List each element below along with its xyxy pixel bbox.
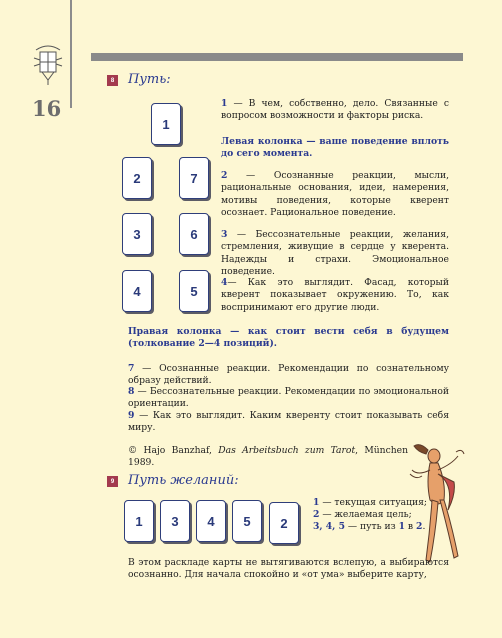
- paragraph-4: 4— Как это выглядит. Фасад, который кверент показывает окружению. То, как воспринимают его другие люди.: [221, 277, 449, 313]
- legend-line-1: 1 — текущая ситуация;: [313, 497, 427, 508]
- citation: © Hajo Banzhaf, Das Arbeitsbuch zum Tarot, München 1989.: [128, 445, 409, 469]
- tarot-card-position: 5: [232, 500, 262, 542]
- right-column-note: Правая колонка — как стоит вести себя в будущем (толкование 2—4 позиций).: [128, 326, 449, 350]
- tarot-card-position: 1: [124, 500, 154, 542]
- header-bar: [91, 53, 463, 61]
- tarot-card-position: 4: [122, 270, 152, 312]
- tarot-card-position: 3: [160, 500, 190, 542]
- tarot-card-position: 4: [196, 500, 226, 542]
- left-column-note: Левая колонка — ваше поведение вплоть до сего момента.: [221, 136, 449, 160]
- paragraph-9: 9 — Как это выглядит. Каким кверенту стоит показывать себя миру.: [128, 410, 449, 434]
- lantern-emblem-icon: [30, 40, 66, 86]
- section-heading: Путь:: [128, 72, 171, 87]
- tarot-card-position: 3: [122, 213, 152, 255]
- paragraph-8: 8 — Бессознательные реакции. Рекомендации по эмоциональной ориентации.: [128, 386, 449, 410]
- paragraph-7: 7 — Осознанные реакции. Рекомендации по сознательному образу действий.: [128, 363, 449, 387]
- paragraph-3: 3 — Бессознательные реакции, желания, стремления, живущие в сердце у кверента. Надежды и страхи. Эмоциональное поведение.: [221, 229, 449, 278]
- tarot-card-position: 5: [179, 270, 209, 312]
- tarot-card-position: 1: [151, 103, 181, 145]
- tarot-card-position: 2: [269, 502, 299, 544]
- section-badge: 8: [107, 75, 118, 86]
- page-number: 16: [32, 96, 62, 121]
- legend-line-3: 3, 4, 5 — путь из 1 в 2.: [313, 521, 426, 532]
- section-heading: Путь желаний:: [128, 473, 239, 488]
- legend-line-2: 2 — желаемая цель;: [313, 509, 412, 520]
- tarot-card-position: 6: [179, 213, 209, 255]
- tarot-card-position: 7: [179, 157, 209, 199]
- section-badge: 9: [107, 476, 118, 487]
- paragraph-1: 1 — В чем, собственно, дело. Связанные с вопросом возможности и факторы риска.: [221, 98, 449, 122]
- bottom-paragraph: В этом раскладе карты не вытягиваются вслепую, а выбираются осознанно. Для начала спокойно и «от ума» выберите карту,: [128, 557, 449, 581]
- paragraph-2: 2 — Осознанные реакции, мысли, рациональные основания, идеи, намерения, мотивы поведения, которые кверент осознает. Рациональное поведение.: [221, 170, 449, 219]
- margin-rule: [70, 0, 72, 108]
- tarot-card-position: 2: [122, 157, 152, 199]
